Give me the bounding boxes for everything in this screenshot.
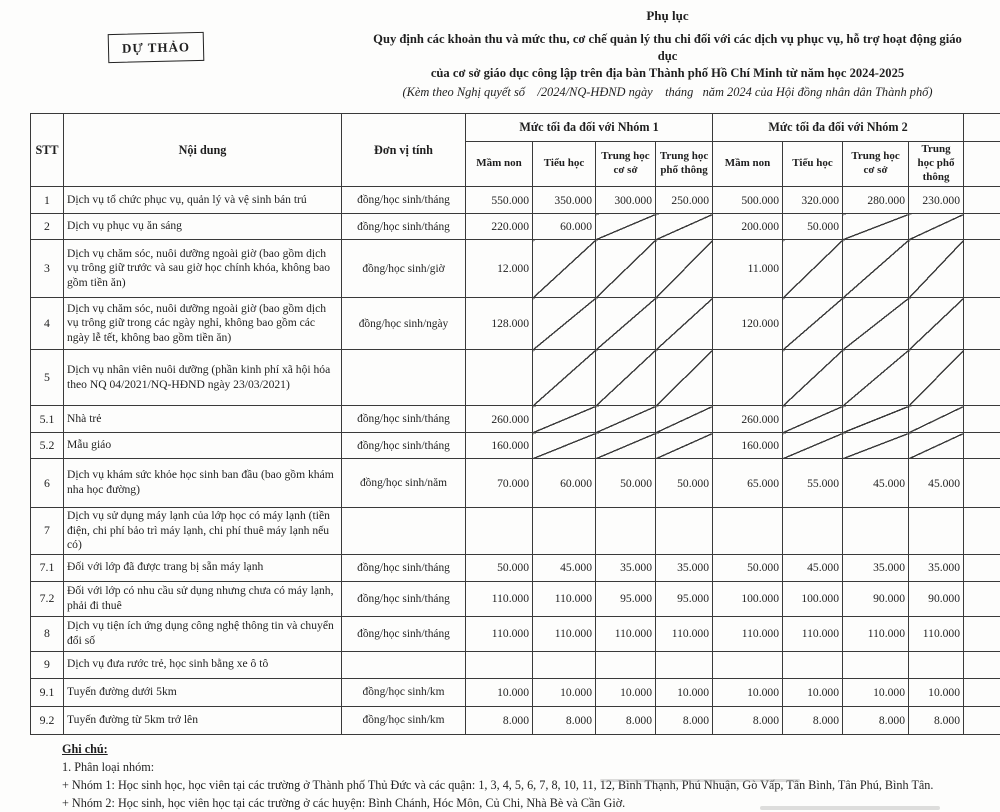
cell-fee-value: 160.000 (466, 433, 533, 459)
cell-fee-value: 500.000 (713, 187, 783, 214)
cell-not-applicable (909, 433, 964, 459)
cell-not-applicable (656, 350, 713, 406)
cell-fee-value: 260.000 (466, 406, 533, 433)
col-header-thpt-1: Trung học phổ thông (656, 142, 713, 187)
row-don-vi-tinh: đồng/học sinh/ngày (342, 298, 466, 350)
cell-fee-value: 110.000 (656, 616, 713, 651)
cell-fee-value: 50.000 (713, 554, 783, 581)
col-header-mam-non-2: Mầm non (713, 142, 783, 187)
document-title (370, 31, 965, 100)
cell-not-applicable (656, 406, 713, 433)
scan-artifact (760, 806, 940, 810)
table-row (31, 616, 1000, 651)
note-line-1: 1. Phân loại nhóm: (62, 760, 155, 775)
table-row (31, 433, 1000, 459)
cell-cutoff (964, 616, 1000, 651)
row-noi-dung: Tuyến đường dưới 5km (64, 678, 342, 706)
row-stt: 7 (31, 508, 64, 555)
col-header-noi-dung: Nội dung (64, 114, 342, 187)
cell-fee-value: 35.000 (843, 554, 909, 581)
row-don-vi-tinh: đồng/học sinh/km (342, 706, 466, 734)
cell-cutoff (964, 554, 1000, 581)
cell-fee-value (909, 508, 964, 555)
cell-not-applicable (783, 433, 843, 459)
row-noi-dung: Dịch vụ tiện ích ứng dụng công nghệ thông tin và chuyển đổi số (64, 616, 342, 651)
cell-not-applicable (783, 406, 843, 433)
row-stt: 5.2 (31, 433, 64, 459)
cell-not-applicable (783, 240, 843, 298)
cell-fee-value: 90.000 (843, 581, 909, 616)
row-stt: 4 (31, 298, 64, 350)
cell-fee-value: 65.000 (713, 459, 783, 508)
table-row (31, 508, 1000, 555)
cell-cutoff (964, 678, 1000, 706)
cell-fee-value (466, 508, 533, 555)
col-header-tieu-hoc-2: Tiểu học (783, 142, 843, 187)
cell-fee-value: 110.000 (596, 616, 656, 651)
table-row (31, 651, 1000, 678)
title-line-1: Quy định các khoản thu và mức thu, cơ chế quản lý thu chi đối với các dịch vụ phục vụ, hỗ trợ hoạt động giáo dục (373, 32, 962, 63)
cell-fee-value: 11.000 (713, 240, 783, 298)
table-row (31, 214, 1000, 240)
row-don-vi-tinh (342, 508, 466, 555)
row-stt: 9 (31, 651, 64, 678)
cell-fee-value: 220.000 (466, 214, 533, 240)
appendix-label: Phụ lục (646, 8, 689, 23)
title-line-3: (Kèm theo Nghị quyết số /2024/NQ-HĐND ngày tháng năm 2024 của Hội đồng nhân dân Thành phố) (402, 85, 933, 99)
cell-fee-value (713, 350, 783, 406)
cell-fee-value: 70.000 (466, 459, 533, 508)
table-row (31, 678, 1000, 706)
cell-cutoff (964, 433, 1000, 459)
cell-fee-value (783, 651, 843, 678)
cell-fee-value: 95.000 (596, 581, 656, 616)
cell-fee-value: 300.000 (596, 187, 656, 214)
cell-not-applicable (656, 240, 713, 298)
cell-cutoff (964, 581, 1000, 616)
cell-not-applicable (596, 350, 656, 406)
cell-fee-value: 260.000 (713, 406, 783, 433)
cell-cutoff (964, 214, 1000, 240)
cell-fee-value: 95.000 (656, 581, 713, 616)
cell-not-applicable (909, 214, 964, 240)
cell-fee-value: 12.000 (466, 240, 533, 298)
cell-fee-value: 110.000 (533, 581, 596, 616)
table-row (31, 298, 1000, 350)
cell-fee-value: 10.000 (909, 678, 964, 706)
cell-fee-value (596, 508, 656, 555)
cell-not-applicable (596, 298, 656, 350)
row-don-vi-tinh: đồng/học sinh/giờ (342, 240, 466, 298)
row-noi-dung: Dịch vụ nhân viên nuôi dưỡng (phần kinh phí xã hội hóa theo NQ 04/2021/NQ-HĐND ngày 23/03/2021) (64, 350, 342, 406)
cell-fee-value (533, 651, 596, 678)
cell-fee-value: 10.000 (843, 678, 909, 706)
cell-not-applicable (596, 406, 656, 433)
cell-not-applicable (783, 350, 843, 406)
table-row (31, 187, 1000, 214)
cell-not-applicable (596, 240, 656, 298)
cell-fee-value (466, 350, 533, 406)
cell-cutoff (964, 187, 1000, 214)
cell-not-applicable (783, 298, 843, 350)
cell-not-applicable (909, 350, 964, 406)
row-stt: 2 (31, 214, 64, 240)
row-don-vi-tinh: đồng/học sinh/tháng (342, 187, 466, 214)
row-don-vi-tinh (342, 651, 466, 678)
row-don-vi-tinh: đồng/học sinh/km (342, 678, 466, 706)
cell-fee-value: 160.000 (713, 433, 783, 459)
col-header-tieu-hoc-1: Tiểu học (533, 142, 596, 187)
cell-not-applicable (843, 298, 909, 350)
cell-fee-value: 10.000 (596, 678, 656, 706)
row-stt: 6 (31, 459, 64, 508)
col-header-thcs-1: Trung học cơ sở (596, 142, 656, 187)
cell-not-applicable (596, 214, 656, 240)
cell-cutoff (964, 298, 1000, 350)
row-stt: 9.2 (31, 706, 64, 734)
cell-fee-value (656, 651, 713, 678)
cell-fee-value: 10.000 (466, 678, 533, 706)
cell-cutoff (964, 706, 1000, 734)
cell-cutoff (964, 459, 1000, 508)
cell-fee-value: 50.000 (783, 214, 843, 240)
table-row (31, 240, 1000, 298)
table-row (31, 459, 1000, 508)
row-don-vi-tinh: đồng/học sinh/năm (342, 459, 466, 508)
cell-fee-value: 35.000 (596, 554, 656, 581)
row-noi-dung: Tuyến đường từ 5km trở lên (64, 706, 342, 734)
cell-cutoff (964, 651, 1000, 678)
row-noi-dung: Nhà trẻ (64, 406, 342, 433)
cell-not-applicable (596, 433, 656, 459)
scan-artifact (600, 779, 800, 782)
notes-section (62, 741, 962, 812)
cell-fee-value: 110.000 (909, 616, 964, 651)
cell-fee-value: 10.000 (656, 678, 713, 706)
cell-fee-value: 8.000 (596, 706, 656, 734)
cell-fee-value: 45.000 (533, 554, 596, 581)
row-noi-dung: Dịch vụ khám sức khỏe học sinh ban đầu (bao gồm khám nha học đường) (64, 459, 342, 508)
cell-cutoff (964, 350, 1000, 406)
row-noi-dung: Dịch vụ chăm sóc, nuôi dưỡng ngoài giờ (bao gồm dịch vụ trông giữ trong các ngày nghỉ, không bao gồm các ngày lễ tết, không bao gồm tiền ăn) (64, 298, 342, 350)
cell-fee-value: 100.000 (713, 581, 783, 616)
cell-not-applicable (533, 433, 596, 459)
cell-fee-value (713, 651, 783, 678)
cell-not-applicable (843, 240, 909, 298)
row-noi-dung: Dịch vụ đưa rước trẻ, học sinh bằng xe ô tô (64, 651, 342, 678)
cell-not-applicable (909, 406, 964, 433)
row-noi-dung: Đối với lớp có nhu cầu sử dụng nhưng chưa có máy lạnh, phải đi thuê (64, 581, 342, 616)
cell-fee-value: 8.000 (909, 706, 964, 734)
cell-fee-value: 110.000 (783, 616, 843, 651)
col-header-don-vi-tinh: Đơn vị tính (342, 114, 466, 187)
cell-not-applicable (909, 240, 964, 298)
cell-not-applicable (843, 350, 909, 406)
col-header-stt: STT (31, 114, 64, 187)
cell-not-applicable (656, 214, 713, 240)
cell-not-applicable (909, 298, 964, 350)
note-line-2: + Nhóm 1: Học sinh học, học viên tại các trường ở Thành phố Thủ Đức và các quận: 1, 3, 4, 5, 6, 7, 8, 10, 11, 12, Bình Thạnh, Phú Nhuận, Gò Vấp, Tân Bình, Tân Phú, Bình Tân. (62, 778, 934, 793)
cell-fee-value (713, 508, 783, 555)
cell-fee-value (656, 508, 713, 555)
cell-fee-value: 8.000 (656, 706, 713, 734)
row-stt: 3 (31, 240, 64, 298)
col-header-thcs-2: Trung học cơ sở (843, 142, 909, 187)
cell-fee-value: 45.000 (843, 459, 909, 508)
row-stt: 7.2 (31, 581, 64, 616)
cell-fee-value: 55.000 (783, 459, 843, 508)
row-don-vi-tinh: đồng/học sinh/tháng (342, 554, 466, 581)
cell-fee-value: 60.000 (533, 459, 596, 508)
row-stt: 8 (31, 616, 64, 651)
cell-fee-value (466, 651, 533, 678)
cell-cutoff (964, 240, 1000, 298)
row-noi-dung: Mẫu giáo (64, 433, 342, 459)
cell-fee-value: 10.000 (783, 678, 843, 706)
cell-fee-value: 50.000 (466, 554, 533, 581)
cell-fee-value: 320.000 (783, 187, 843, 214)
cell-cutoff (964, 406, 1000, 433)
cell-not-applicable (843, 433, 909, 459)
table-body (31, 187, 1000, 735)
cell-fee-value: 10.000 (533, 678, 596, 706)
cell-fee-value (596, 651, 656, 678)
cell-fee-value: 35.000 (909, 554, 964, 581)
cell-fee-value: 350.000 (533, 187, 596, 214)
cell-fee-value: 110.000 (466, 581, 533, 616)
table-row (31, 406, 1000, 433)
cell-fee-value: 8.000 (533, 706, 596, 734)
cell-not-applicable (843, 406, 909, 433)
row-noi-dung: Dịch vụ chăm sóc, nuôi dưỡng ngoài giờ (bao gồm dịch vụ trông giữ trước và sau giờ học chính khóa, không bao gồm tiền ăn) (64, 240, 342, 298)
cell-fee-value: 280.000 (843, 187, 909, 214)
cell-fee-value: 110.000 (533, 616, 596, 651)
cell-fee-value: 90.000 (909, 581, 964, 616)
table-row (31, 350, 1000, 406)
cell-cutoff (964, 508, 1000, 555)
title-line-2: của cơ sở giáo dục công lập trên địa bàn Thành phố Hồ Chí Minh từ năm học 2024-2025 (430, 66, 905, 80)
table-row (31, 706, 1000, 734)
row-don-vi-tinh: đồng/học sinh/tháng (342, 616, 466, 651)
cell-fee-value: 110.000 (713, 616, 783, 651)
cell-fee-value: 60.000 (533, 214, 596, 240)
cell-fee-value: 8.000 (843, 706, 909, 734)
row-stt: 5 (31, 350, 64, 406)
row-don-vi-tinh: đồng/học sinh/tháng (342, 214, 466, 240)
table-header-group-row (31, 114, 1000, 142)
fee-table (30, 113, 1000, 735)
row-don-vi-tinh (342, 350, 466, 406)
cell-fee-value: 50.000 (656, 459, 713, 508)
cell-fee-value: 45.000 (783, 554, 843, 581)
cell-fee-value: 8.000 (713, 706, 783, 734)
cell-not-applicable (533, 298, 596, 350)
row-stt: 9.1 (31, 678, 64, 706)
draft-stamp: DỰ THẢO (108, 32, 205, 63)
table-row (31, 554, 1000, 581)
notes-title: Ghi chú: (62, 742, 108, 756)
cell-fee-value: 45.000 (909, 459, 964, 508)
cell-fee-value: 110.000 (466, 616, 533, 651)
cell-fee-value: 230.000 (909, 187, 964, 214)
row-don-vi-tinh: đồng/học sinh/tháng (342, 406, 466, 433)
col-header-mam-non-1: Mầm non (466, 142, 533, 187)
cell-not-applicable (533, 350, 596, 406)
row-noi-dung: Dịch vụ tổ chức phục vụ, quản lý và vệ sinh bán trú (64, 187, 342, 214)
cell-fee-value (783, 508, 843, 555)
cell-not-applicable (656, 298, 713, 350)
col-header-thpt-2: Trung học phổ thông (909, 142, 964, 187)
cutoff-column-header (964, 114, 1000, 142)
cell-fee-value: 110.000 (843, 616, 909, 651)
cell-fee-value: 550.000 (466, 187, 533, 214)
cell-fee-value: 100.000 (783, 581, 843, 616)
col-header-group-1: Mức tối đa đối với Nhóm 1 (466, 114, 713, 142)
row-stt: 7.1 (31, 554, 64, 581)
cutoff-column-header (964, 142, 1000, 187)
cell-fee-value (533, 508, 596, 555)
cell-not-applicable (533, 240, 596, 298)
cell-fee-value (843, 651, 909, 678)
cell-fee-value (909, 651, 964, 678)
row-noi-dung: Dịch vụ sử dụng máy lạnh của lớp học có máy lạnh (tiền điện, chi phí bảo trì máy lạnh, chi phí thuê máy lạnh nếu có) (64, 508, 342, 555)
cell-fee-value (843, 508, 909, 555)
cell-fee-value: 50.000 (596, 459, 656, 508)
row-don-vi-tinh: đồng/học sinh/tháng (342, 433, 466, 459)
cell-not-applicable (843, 214, 909, 240)
cell-fee-value: 128.000 (466, 298, 533, 350)
col-header-group-2: Mức tối đa đối với Nhóm 2 (713, 114, 964, 142)
row-don-vi-tinh: đồng/học sinh/tháng (342, 581, 466, 616)
row-stt: 1 (31, 187, 64, 214)
table-row (31, 581, 1000, 616)
note-line-3: + Nhóm 2: Học sinh, học viên học tại các trường ở các huyện: Bình Chánh, Hóc Môn, Củ Chi, Nhà Bè và Cần Giờ. (62, 796, 626, 811)
cell-fee-value: 120.000 (713, 298, 783, 350)
cell-fee-value: 200.000 (713, 214, 783, 240)
cell-fee-value: 8.000 (783, 706, 843, 734)
cell-not-applicable (656, 433, 713, 459)
row-stt: 5.1 (31, 406, 64, 433)
cell-fee-value: 250.000 (656, 187, 713, 214)
cell-fee-value: 8.000 (466, 706, 533, 734)
row-noi-dung: Dịch vụ phục vụ ăn sáng (64, 214, 342, 240)
cell-fee-value: 35.000 (656, 554, 713, 581)
row-noi-dung: Đối với lớp đã được trang bị sẵn máy lạnh (64, 554, 342, 581)
cell-not-applicable (533, 406, 596, 433)
cell-fee-value: 10.000 (713, 678, 783, 706)
